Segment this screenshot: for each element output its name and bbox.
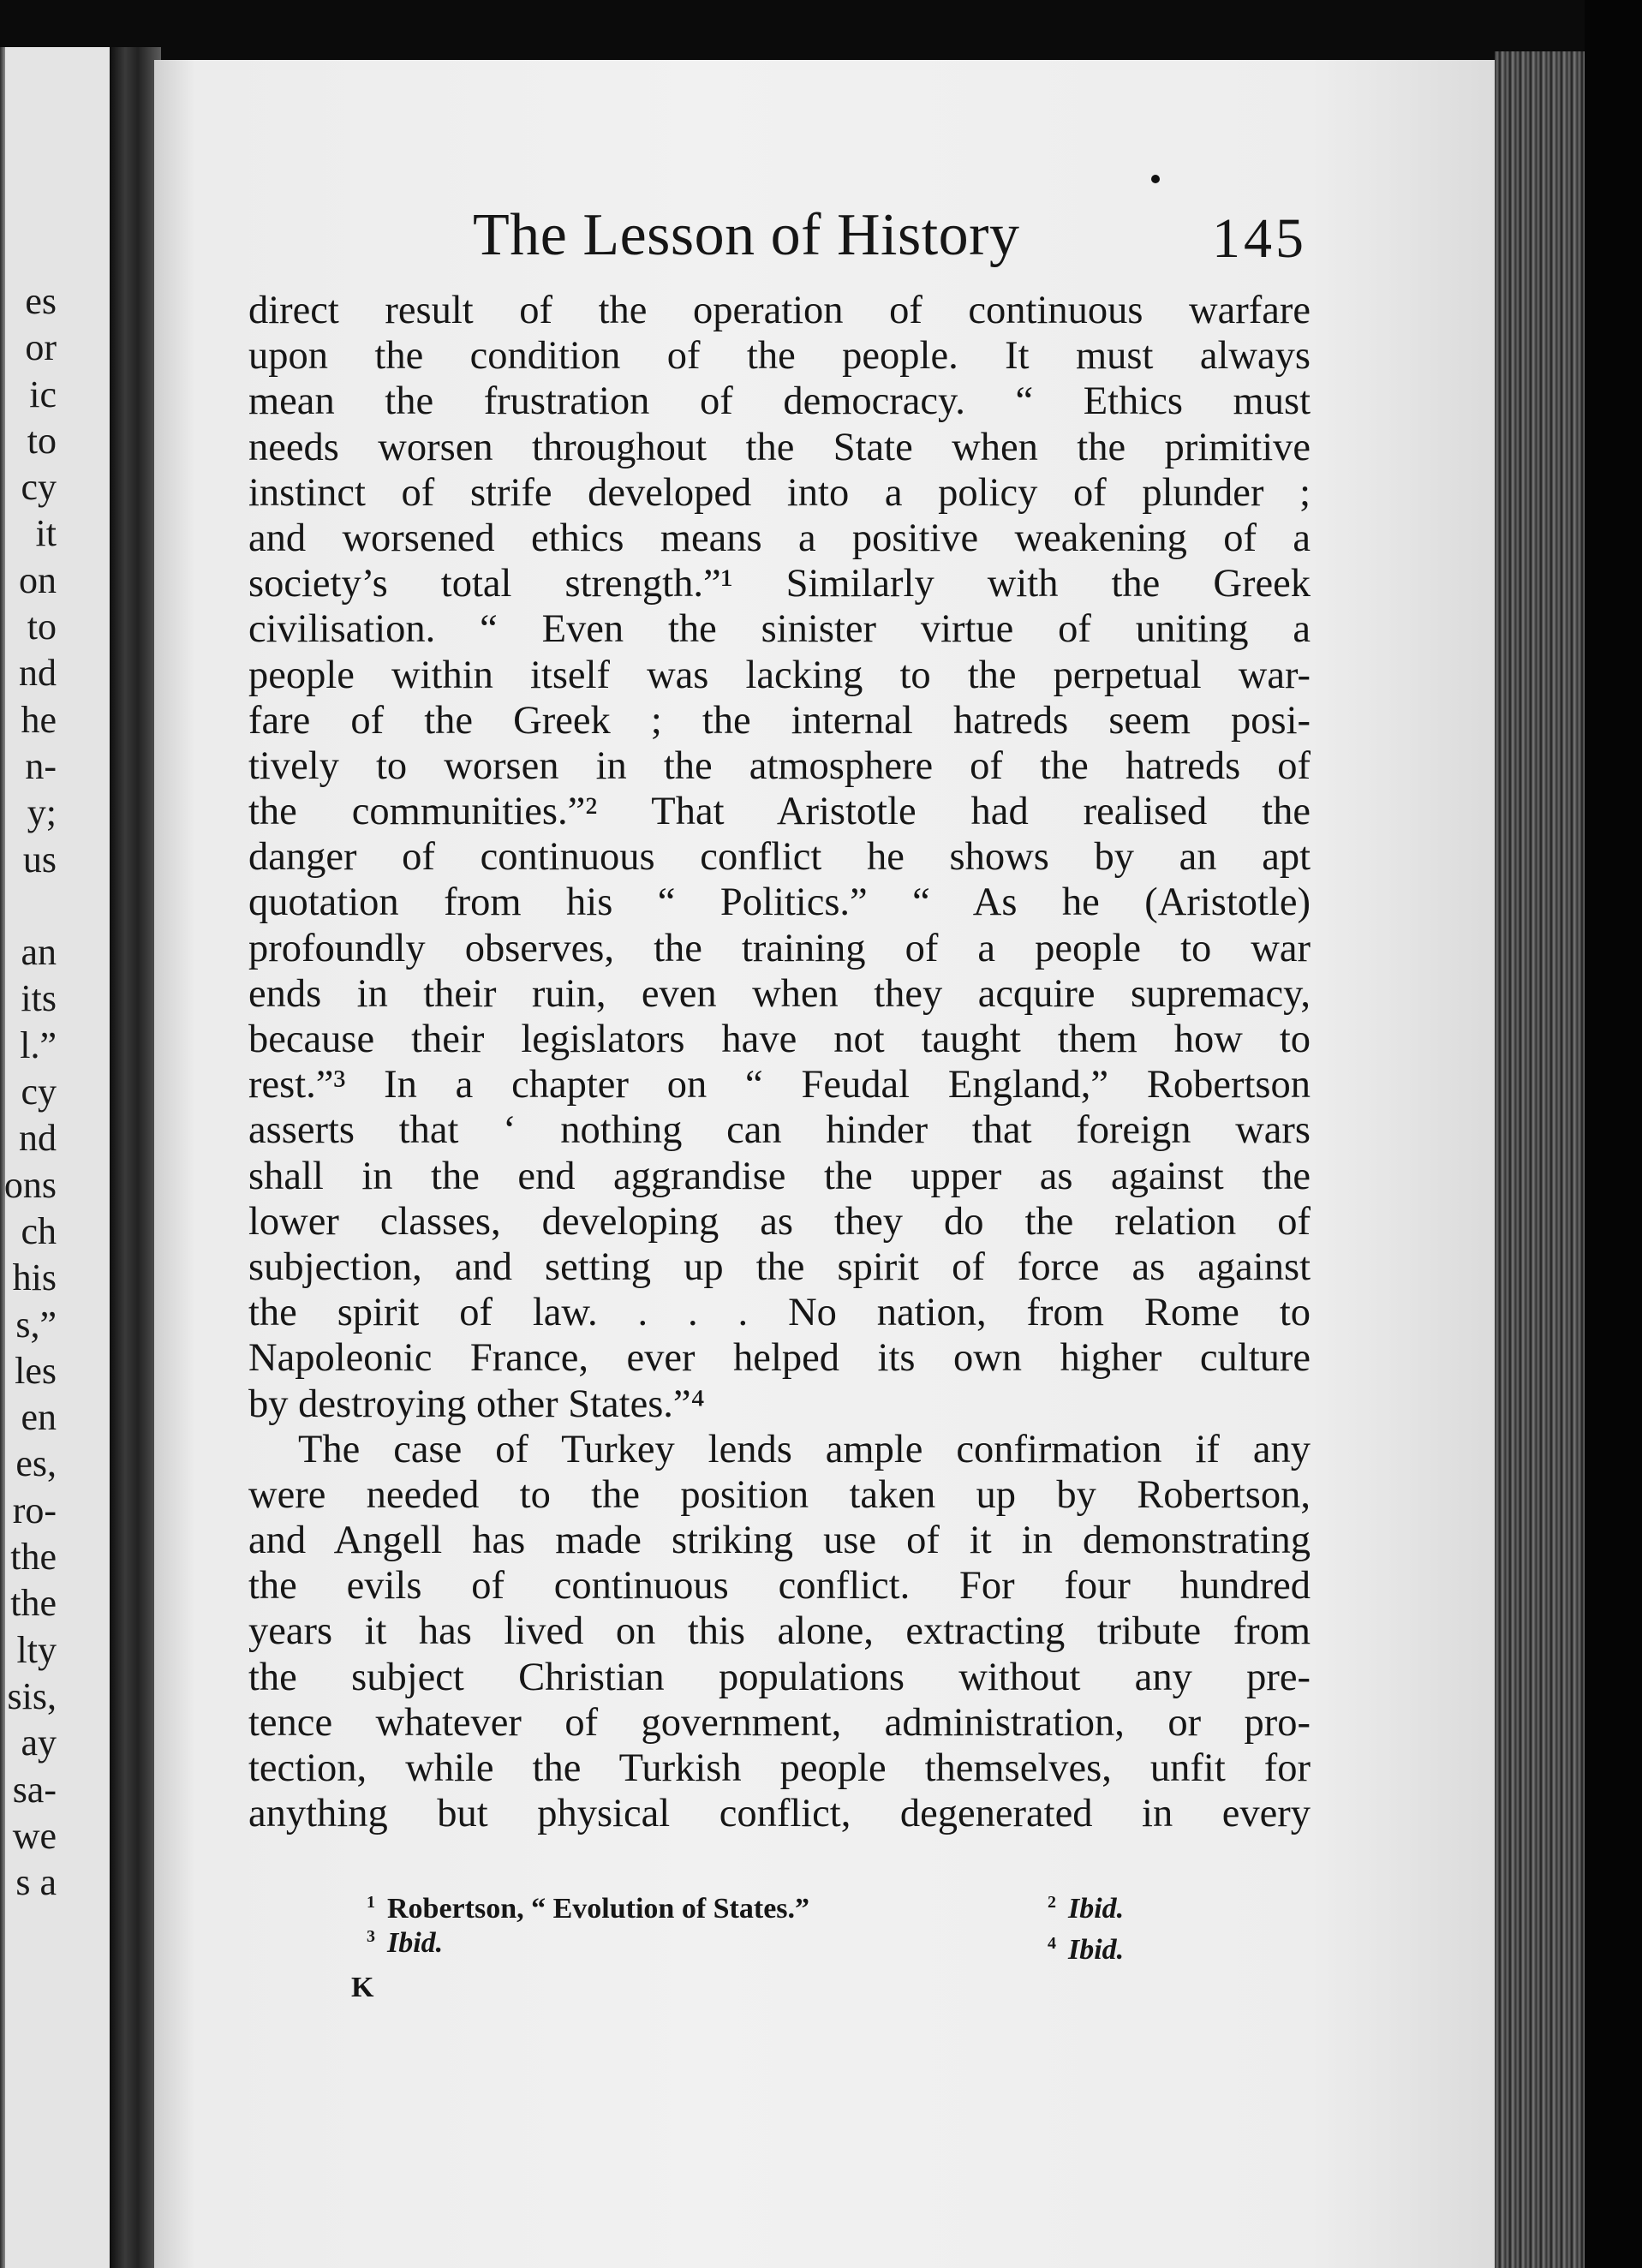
text-fragment: it — [35, 512, 57, 555]
text-line: civilisation. “ Even the sinister virtue of uniting a — [248, 607, 1311, 652]
page-stack-edges — [1495, 51, 1585, 2268]
text-fragment: es, — [15, 1442, 57, 1485]
running-head — [0, 197, 1642, 274]
previous-page-edge — [0, 47, 110, 2268]
text-fragment — [4, 883, 57, 929]
text-line: lower classes, developing as they do the relation of — [248, 1199, 1311, 1244]
text-line: subjection, and setting up the spirit of force as against — [248, 1244, 1311, 1289]
text-line: were needed to the position taken up by Robertson, — [248, 1472, 1311, 1517]
text-line: shall in the end aggrandise the upper as against the — [248, 1154, 1311, 1198]
footnote-4 — [1048, 1925, 1124, 1968]
text-fragment: us — [22, 838, 57, 880]
text-fragment: s a — [15, 1861, 57, 1904]
footnote-marker: 3 — [367, 1927, 375, 1946]
text-line: years it has lived on this alone, extracting tribute from — [248, 1609, 1311, 1654]
text-line: profoundly observes, the training of a people to war — [248, 926, 1311, 970]
footnote-text: Ibid. — [387, 1927, 444, 1959]
text-line: danger of continuous conflict he shows by an apt — [248, 835, 1311, 880]
footnote-marker: 4 — [1048, 1934, 1056, 1953]
footnote-text: Ibid. — [1068, 1934, 1125, 1966]
text-line: and worsened ethics means a positive weakening of a — [248, 516, 1311, 560]
text-line: asserts that ‘ nothing can hinder that foreign wars — [248, 1108, 1311, 1153]
text-fragment: to — [27, 419, 57, 462]
scan-background — [1585, 0, 1642, 2268]
text-line: tence whatever of government, administration, or pro- — [248, 1700, 1311, 1745]
text-line: Napoleonic France, ever helped its own higher culture — [248, 1336, 1311, 1381]
text-line: the evils of continuous conflict. For four hundred — [248, 1564, 1311, 1608]
text-fragment: sis, — [7, 1674, 57, 1717]
text-line: the spirit of law. . . . No nation, from Rome to — [248, 1291, 1311, 1335]
text-line: upon the condition of the people. It must always — [248, 334, 1311, 379]
text-line: quotation from his “ Politics.” “ As he (Aristotle) — [248, 880, 1311, 925]
ink-speck — [1151, 175, 1160, 183]
footnote-text: Ibid. — [1068, 1893, 1125, 1925]
text-line: the subject Christian populations without any pre- — [248, 1655, 1311, 1699]
text-fragment: cy — [21, 1071, 57, 1113]
text-fragment: y; — [27, 791, 57, 834]
text-line: needs worsen throughout the State when the primitive — [248, 425, 1311, 469]
text-fragment: sa- — [12, 1768, 57, 1811]
text-fragment: cy — [21, 466, 57, 509]
text-fragment: he — [21, 698, 57, 741]
text-fragment: es — [25, 280, 57, 322]
text-fragment: or — [25, 326, 57, 369]
text-line: fare of the Greek ; the internal hatreds seem posi- — [248, 698, 1311, 743]
footnote-marker: 1 — [367, 1893, 375, 1912]
text-fragment: ic — [29, 373, 57, 415]
footnote-3 — [367, 1919, 443, 1961]
text-line: by destroying other States.”⁴ — [248, 1382, 705, 1426]
printer-signature-mark: K — [351, 1972, 374, 2003]
text-fragment: s,” — [15, 1303, 57, 1346]
text-fragment: nd — [19, 1117, 57, 1160]
text-fragment: les — [15, 1349, 57, 1392]
text-fragment: we — [12, 1814, 57, 1857]
book-gutter — [110, 47, 161, 2268]
footnote-2 — [1048, 1884, 1124, 1927]
text-line: anything but physical conflict, degenerated in every — [248, 1792, 1311, 1836]
text-fragment: the — [10, 1536, 57, 1579]
text-line: tively to worsen in the atmosphere of the hatreds of — [248, 743, 1311, 788]
text-fragment: l.” — [20, 1024, 57, 1066]
text-fragment: lty — [16, 1628, 57, 1671]
footnote-text: Robertson, “ Evolution of States.” — [387, 1893, 810, 1925]
text-fragment: nd — [19, 652, 57, 695]
previous-page-text-fragments — [4, 278, 57, 1906]
text-line: society’s total strength.”¹ Similarly with the Greek — [248, 562, 1311, 606]
text-line: ends in their ruin, even when they acquire supremacy, — [248, 971, 1311, 1016]
text-fragment: his — [12, 1256, 57, 1299]
text-line: and Angell has made striking use of it in demonstrating — [248, 1519, 1311, 1563]
text-fragment: its — [21, 977, 57, 1020]
text-fragment: on — [19, 558, 57, 601]
text-fragment: en — [21, 1396, 57, 1439]
text-line: because their legislators have not taught them how to — [248, 1018, 1311, 1061]
text-fragment: the — [10, 1582, 57, 1625]
text-fragment: ro- — [12, 1489, 57, 1531]
text-line: mean the frustration of democracy. “ Ethics must — [248, 379, 1311, 424]
page-title: The Lesson of History — [473, 202, 1020, 268]
text-fragment: to — [27, 606, 57, 648]
text-line: the communities.”² That Aristotle had realised the — [248, 790, 1311, 834]
text-line: direct result of the operation of continuous warfare — [248, 289, 1311, 332]
text-line: instinct of strife developed into a policy of plunder ; — [248, 470, 1311, 515]
text-fragment: ch — [21, 1209, 57, 1252]
text-line: tection, while the Turkish people themselves, unfit for — [248, 1746, 1311, 1790]
footnotes — [367, 1884, 1172, 1966]
text-fragment: n- — [25, 744, 57, 787]
body-text — [248, 288, 1311, 1836]
text-fragment: ay — [21, 1722, 57, 1764]
text-line: The case of Turkey lends ample confirmation if any — [298, 1427, 1311, 1471]
text-fragment: an — [21, 931, 57, 974]
text-fragment: ons — [3, 1163, 57, 1206]
text-line: rest.”³ In a chapter on “ Feudal England,” Robertson — [248, 1063, 1311, 1107]
page-number: 145 — [1212, 207, 1307, 270]
footnote-marker: 2 — [1048, 1893, 1056, 1912]
text-line: people within itself was lacking to the perpetual war- — [248, 653, 1311, 697]
